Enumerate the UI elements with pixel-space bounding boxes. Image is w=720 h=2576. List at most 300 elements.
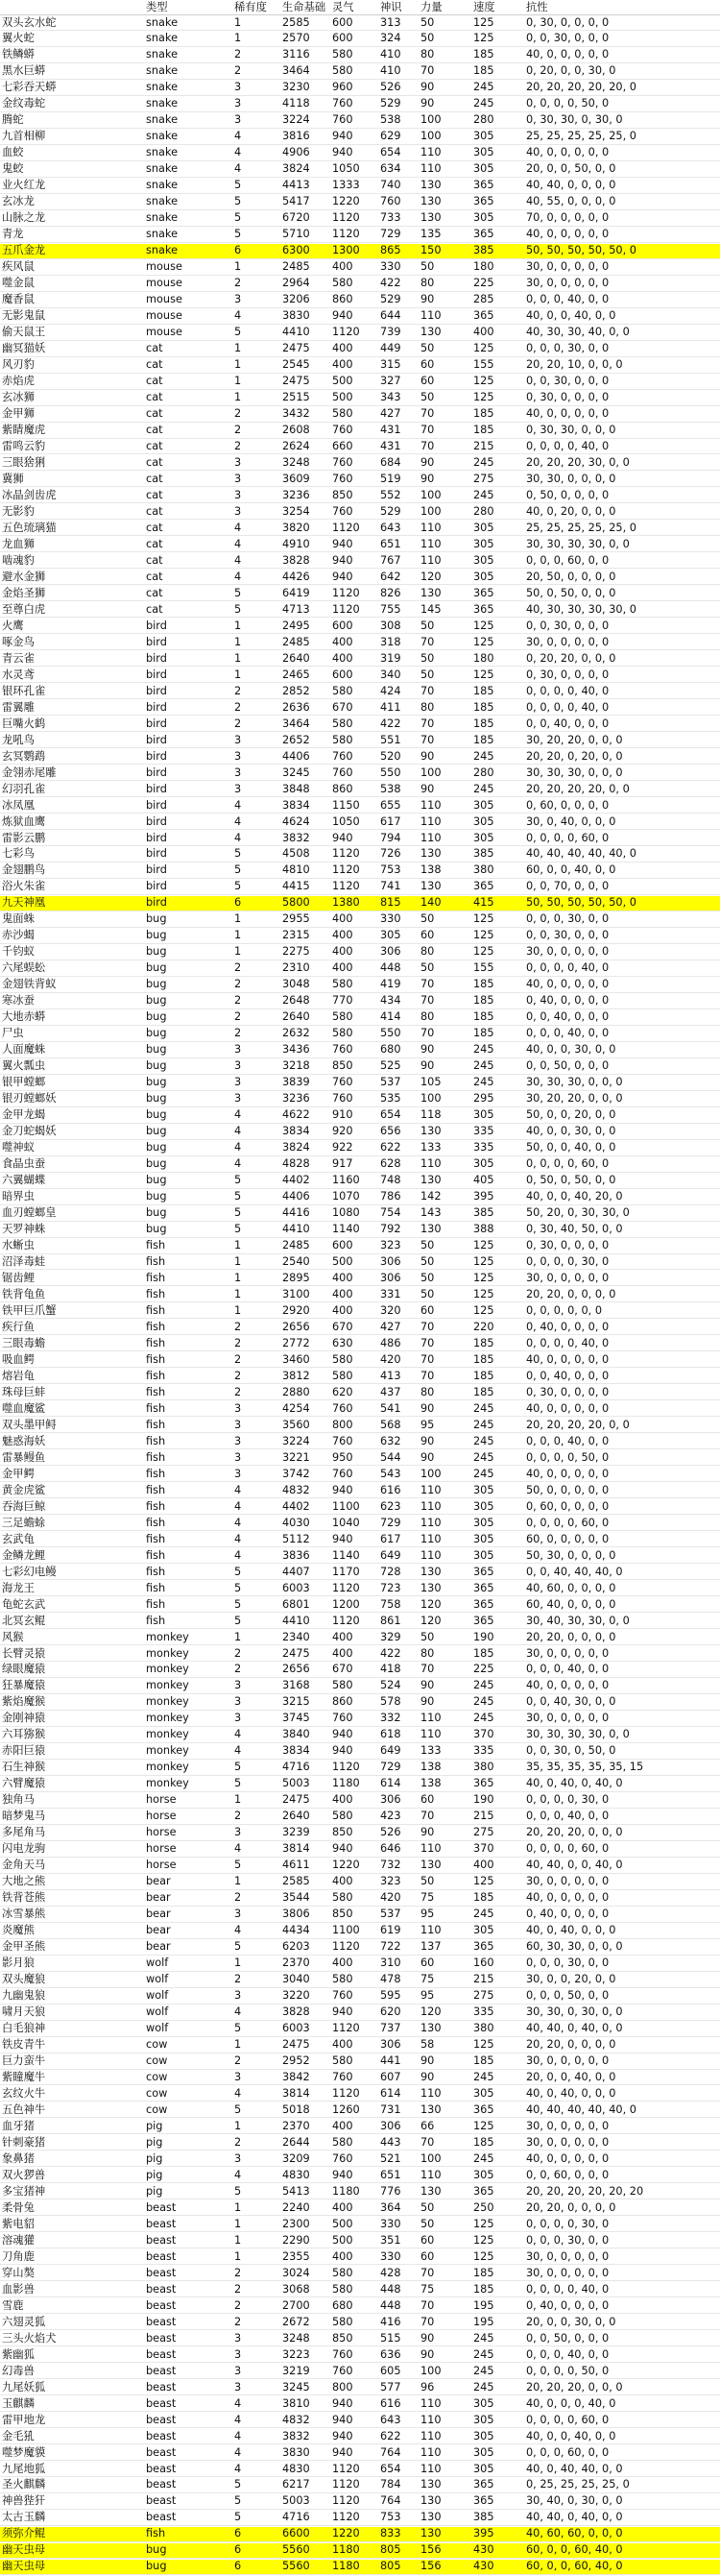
cell-mind[interactable]: 617: [380, 814, 401, 828]
cell-sp[interactable]: 760: [332, 113, 353, 127]
cell-speed[interactable]: 400: [473, 1859, 494, 1872]
cell-speed[interactable]: 365: [473, 195, 494, 208]
table-row[interactable]: [0, 1239, 720, 1254]
table-row[interactable]: [0, 195, 720, 210]
cell-speed[interactable]: 380: [473, 2022, 494, 2035]
cell-power[interactable]: 130: [420, 586, 442, 599]
cell-type[interactable]: cat: [146, 375, 163, 388]
cell-mind[interactable]: 305: [380, 929, 401, 942]
cell-sp[interactable]: 500: [332, 375, 353, 388]
cell-type[interactable]: bug: [146, 1157, 167, 1171]
cell-rarity[interactable]: 4: [234, 831, 242, 844]
cell-sp[interactable]: 760: [332, 504, 353, 518]
table-row[interactable]: [0, 277, 720, 292]
cell-name[interactable]: 巨嘴火鹤: [2, 717, 46, 730]
cell-type[interactable]: bug: [146, 1092, 167, 1106]
cell-rarity[interactable]: 4: [234, 1728, 242, 1741]
cell-power[interactable]: 120: [420, 570, 442, 583]
cell-name[interactable]: 神兽狴犴: [2, 2494, 46, 2508]
cell-mind[interactable]: 525: [380, 1059, 401, 1073]
cell-mind[interactable]: 535: [380, 1092, 401, 1106]
cell-res[interactable]: 40, 0, 0, 0, 0, 0: [526, 1467, 610, 1480]
table-row[interactable]: [0, 537, 720, 552]
cell-hp[interactable]: 3836: [282, 1548, 310, 1562]
cell-res[interactable]: 0, 30, 0, 0, 0, 0: [526, 391, 610, 404]
cell-rarity[interactable]: 2: [234, 1973, 242, 1986]
cell-hp[interactable]: 4406: [282, 749, 310, 763]
cell-rarity[interactable]: 3: [234, 749, 242, 763]
cell-type[interactable]: snake: [146, 32, 179, 45]
cell-type[interactable]: monkey: [146, 1630, 189, 1643]
table-row[interactable]: [0, 863, 720, 879]
table-row[interactable]: [0, 1989, 720, 2005]
cell-type[interactable]: bird: [146, 766, 167, 779]
cell-res[interactable]: 20, 20, 0, 0, 0, 0: [526, 2038, 616, 2052]
table-row[interactable]: [0, 2070, 720, 2085]
cell-mind[interactable]: 623: [380, 1499, 401, 1513]
cell-power[interactable]: 80: [420, 700, 435, 714]
cell-speed[interactable]: 125: [473, 1254, 494, 1268]
cell-hp[interactable]: 2656: [282, 1663, 310, 1676]
table-row[interactable]: [0, 2413, 720, 2428]
cell-res[interactable]: 0, 0, 0, 40, 0, 0: [526, 1810, 610, 1823]
cell-rarity[interactable]: 4: [234, 1532, 242, 1545]
cell-sp[interactable]: 1070: [332, 1190, 360, 1203]
cell-res[interactable]: 0, 0, 0, 40, 0, 0: [526, 1663, 610, 1676]
cell-hp[interactable]: 5018: [282, 2102, 310, 2116]
cell-mind[interactable]: 651: [380, 537, 401, 550]
cell-speed[interactable]: 365: [473, 602, 494, 616]
cell-speed[interactable]: 125: [473, 619, 494, 632]
cell-mind[interactable]: 784: [380, 2478, 401, 2491]
cell-res[interactable]: 50, 30, 0, 0, 0, 0: [526, 1548, 616, 1562]
cell-hp[interactable]: 3116: [282, 48, 310, 61]
cell-rarity[interactable]: 2: [234, 424, 242, 436]
cell-power[interactable]: 133: [420, 1744, 442, 1758]
cell-sp[interactable]: 400: [332, 342, 353, 355]
cell-speed[interactable]: 245: [473, 1712, 494, 1725]
cell-res[interactable]: 0, 0, 0, 0, 40, 0: [526, 684, 610, 697]
cell-hp[interactable]: 3248: [282, 2331, 310, 2345]
cell-res[interactable]: 50, 0, 0, 0, 0, 0: [526, 1483, 610, 1496]
cell-speed[interactable]: 365: [473, 1940, 494, 1954]
cell-type[interactable]: beast: [146, 2429, 177, 2442]
cell-res[interactable]: 25, 25, 25, 25, 25, 0: [526, 130, 636, 143]
cell-speed[interactable]: 280: [473, 504, 494, 518]
cell-power[interactable]: 130: [420, 2102, 442, 2116]
cell-type[interactable]: snake: [146, 15, 179, 29]
cell-power[interactable]: 90: [420, 2054, 435, 2067]
cell-hp[interactable]: 4810: [282, 863, 310, 877]
cell-hp[interactable]: 3040: [282, 1973, 310, 1986]
cell-mind[interactable]: 526: [380, 1826, 401, 1839]
cell-speed[interactable]: 245: [473, 1059, 494, 1073]
cell-hp[interactable]: 2475: [282, 1646, 310, 1660]
cell-type[interactable]: cat: [146, 407, 163, 421]
cell-speed[interactable]: 245: [473, 2380, 494, 2394]
cell-type[interactable]: horse: [146, 1842, 177, 1856]
header-power[interactable]: 力量: [420, 0, 443, 13]
cell-speed[interactable]: 125: [473, 1271, 494, 1284]
cell-sp[interactable]: 600: [332, 619, 353, 632]
cell-type[interactable]: bug: [146, 1059, 167, 1073]
cell-speed[interactable]: 305: [473, 2445, 494, 2459]
cell-sp[interactable]: 917: [332, 1157, 353, 1171]
cell-sp[interactable]: 760: [332, 1712, 353, 1725]
cell-sp[interactable]: 940: [332, 1728, 353, 1741]
cell-res[interactable]: 20, 20, 0, 0, 0, 0: [526, 1630, 616, 1643]
table-row[interactable]: [0, 1548, 720, 1564]
cell-sp[interactable]: 940: [332, 2429, 353, 2442]
cell-power[interactable]: 110: [420, 1924, 442, 1937]
cell-name[interactable]: 九尾妖狐: [2, 2380, 46, 2394]
cell-speed[interactable]: 365: [473, 228, 494, 241]
cell-type[interactable]: bug: [146, 1223, 167, 1236]
cell-sp[interactable]: 1120: [332, 863, 360, 877]
table-row[interactable]: [0, 48, 720, 63]
cell-sp[interactable]: 400: [332, 1875, 353, 1888]
cell-hp[interactable]: 3436: [282, 1043, 310, 1057]
cell-hp[interactable]: 6419: [282, 586, 310, 599]
table-row[interactable]: [0, 945, 720, 960]
cell-res[interactable]: 30, 0, 0, 0, 0, 0: [526, 2266, 610, 2279]
cell-speed[interactable]: 125: [473, 635, 494, 648]
cell-speed[interactable]: 125: [473, 15, 494, 29]
cell-type[interactable]: bird: [146, 814, 167, 828]
cell-mind[interactable]: 620: [380, 2005, 401, 2019]
cell-hp[interactable]: 4426: [282, 570, 310, 583]
cell-name[interactable]: 长臂灵猿: [2, 1646, 46, 1660]
cell-type[interactable]: bird: [146, 896, 167, 910]
cell-name[interactable]: 雷影云鹏: [2, 831, 46, 844]
cell-rarity[interactable]: 2: [234, 1369, 242, 1382]
cell-type[interactable]: bug: [146, 2543, 167, 2557]
cell-mind[interactable]: 543: [380, 1467, 401, 1480]
cell-type[interactable]: bug: [146, 1043, 167, 1057]
cell-rarity[interactable]: 2: [234, 407, 242, 421]
cell-type[interactable]: pig: [146, 2135, 163, 2149]
cell-speed[interactable]: 305: [473, 2396, 494, 2410]
cell-power[interactable]: 90: [420, 782, 435, 795]
cell-sp[interactable]: 760: [332, 749, 353, 763]
cell-mind[interactable]: 331: [380, 1287, 401, 1300]
cell-power[interactable]: 80: [420, 48, 435, 61]
cell-speed[interactable]: 125: [473, 1239, 494, 1252]
cell-power[interactable]: 100: [420, 2364, 442, 2377]
cell-mind[interactable]: 441: [380, 2054, 401, 2067]
cell-name[interactable]: 银刃螳螂妖: [2, 1092, 57, 1106]
cell-res[interactable]: 0, 0, 0, 0, 60, 0: [526, 831, 610, 844]
cell-res[interactable]: 0, 0, 0, 0, 60, 0: [526, 1157, 610, 1171]
cell-type[interactable]: fish: [146, 1352, 166, 1366]
cell-speed[interactable]: 215: [473, 439, 494, 452]
cell-hp[interactable]: 2570: [282, 32, 310, 45]
table-row[interactable]: [0, 81, 720, 96]
cell-speed[interactable]: 245: [473, 1679, 494, 1692]
cell-hp[interactable]: 2545: [282, 358, 310, 372]
cell-type[interactable]: monkey: [146, 1663, 189, 1676]
cell-hp[interactable]: 3464: [282, 717, 310, 730]
cell-mind[interactable]: 538: [380, 113, 401, 127]
cell-power[interactable]: 138: [420, 863, 442, 877]
cell-power[interactable]: 130: [420, 2022, 442, 2035]
cell-name[interactable]: 太古玉麟: [2, 2511, 46, 2524]
cell-type[interactable]: bird: [146, 651, 167, 665]
cell-hp[interactable]: 2656: [282, 1320, 310, 1333]
cell-name[interactable]: 玄武龟: [2, 1532, 35, 1545]
cell-hp[interactable]: 2515: [282, 391, 310, 404]
cell-hp[interactable]: 3816: [282, 130, 310, 143]
cell-speed[interactable]: 185: [473, 424, 494, 436]
cell-name[interactable]: 业火红龙: [2, 179, 46, 192]
cell-res[interactable]: 50, 0, 0, 20, 0, 0: [526, 1108, 616, 1122]
cell-sp[interactable]: 580: [332, 1679, 353, 1692]
cell-sp[interactable]: 670: [332, 1663, 353, 1676]
cell-sp[interactable]: 630: [332, 1336, 353, 1349]
cell-power[interactable]: 130: [420, 2478, 442, 2491]
cell-speed[interactable]: 415: [473, 896, 494, 910]
cell-rarity[interactable]: 1: [234, 1793, 242, 1807]
cell-sp[interactable]: 760: [332, 766, 353, 779]
cell-speed[interactable]: 370: [473, 1842, 494, 1856]
cell-type[interactable]: fish: [146, 1418, 166, 1431]
cell-mind[interactable]: 758: [380, 1597, 401, 1611]
cell-res[interactable]: 20, 20, 20, 20, 0, 0: [526, 782, 630, 795]
cell-mind[interactable]: 833: [380, 2527, 401, 2540]
table-row[interactable]: [0, 766, 720, 781]
cell-res[interactable]: 50, 50, 50, 50, 50, 0: [526, 896, 636, 910]
cell-type[interactable]: horse: [146, 1810, 177, 1823]
cell-sp[interactable]: 1300: [332, 244, 360, 257]
cell-hp[interactable]: 2355: [282, 2249, 310, 2263]
header-mind[interactable]: 神识: [380, 0, 402, 13]
cell-res[interactable]: 0, 0, 40, 0, 0, 0: [526, 717, 610, 730]
cell-hp[interactable]: 4832: [282, 1483, 310, 1496]
cell-mind[interactable]: 815: [380, 896, 401, 910]
table-row[interactable]: [0, 342, 720, 357]
table-row[interactable]: [0, 326, 720, 341]
cell-power[interactable]: 110: [420, 1728, 442, 1741]
cell-mind[interactable]: 422: [380, 277, 401, 290]
cell-power[interactable]: 80: [420, 1646, 435, 1660]
cell-power[interactable]: 110: [420, 2086, 442, 2100]
cell-power[interactable]: 130: [420, 2184, 442, 2198]
cell-mind[interactable]: 655: [380, 798, 401, 812]
cell-type[interactable]: bug: [146, 1108, 167, 1122]
cell-power[interactable]: 90: [420, 1695, 435, 1709]
cell-power[interactable]: 75: [420, 2282, 435, 2296]
cell-sp[interactable]: 940: [332, 309, 353, 323]
cell-power[interactable]: 130: [420, 847, 442, 861]
cell-rarity[interactable]: 2: [234, 961, 242, 975]
cell-power[interactable]: 80: [420, 1385, 435, 1398]
cell-rarity[interactable]: 4: [234, 146, 242, 159]
cell-speed[interactable]: 185: [473, 1646, 494, 1660]
cell-name[interactable]: 金翅鹏鸟: [2, 863, 46, 877]
cell-res[interactable]: 30, 0, 0, 0, 0, 0: [526, 260, 610, 274]
cell-power[interactable]: 60: [420, 2249, 435, 2263]
cell-name[interactable]: 银环孔雀: [2, 684, 46, 697]
cell-name[interactable]: 玄冥鹦鹉: [2, 749, 46, 763]
table-row[interactable]: [0, 1891, 720, 1907]
cell-sp[interactable]: 1120: [332, 880, 360, 893]
cell-sp[interactable]: 940: [332, 1532, 353, 1545]
cell-rarity[interactable]: 4: [234, 814, 242, 828]
cell-speed[interactable]: 305: [473, 2429, 494, 2442]
cell-name[interactable]: 炼狱血鹰: [2, 814, 46, 828]
cell-speed[interactable]: 250: [473, 2200, 494, 2214]
cell-res[interactable]: 0, 0, 0, 0, 40, 0: [526, 439, 610, 452]
cell-name[interactable]: 黑水巨蟒: [2, 64, 46, 78]
cell-mind[interactable]: 323: [380, 1239, 401, 1252]
cell-res[interactable]: 60, 0, 0, 60, 40, 0: [526, 2543, 623, 2557]
cell-type[interactable]: wolf: [146, 1973, 169, 1986]
cell-hp[interactable]: 3230: [282, 81, 310, 94]
cell-rarity[interactable]: 2: [234, 1646, 242, 1660]
table-row[interactable]: [0, 309, 720, 325]
cell-name[interactable]: 幽天虫母: [2, 2543, 46, 2557]
cell-hp[interactable]: 5413: [282, 2184, 310, 2198]
cell-res[interactable]: 0, 0, 0, 0, 30, 0: [526, 1793, 610, 1807]
cell-mind[interactable]: 551: [380, 733, 401, 746]
cell-sp[interactable]: 760: [332, 2347, 353, 2361]
cell-mind[interactable]: 753: [380, 863, 401, 877]
cell-sp[interactable]: 1260: [332, 2102, 360, 2116]
cell-type[interactable]: fish: [146, 1597, 166, 1611]
cell-hp[interactable]: 3814: [282, 2086, 310, 2100]
cell-mind[interactable]: 619: [380, 1924, 401, 1937]
table-row[interactable]: [0, 2119, 720, 2134]
cell-speed[interactable]: 185: [473, 2266, 494, 2279]
cell-type[interactable]: cow: [146, 2102, 168, 2116]
cell-power[interactable]: 110: [420, 814, 442, 828]
cell-power[interactable]: 70: [420, 1369, 435, 1382]
cell-sp[interactable]: 580: [332, 684, 353, 697]
cell-name[interactable]: 金刀蛇蝎妖: [2, 1125, 57, 1138]
cell-sp[interactable]: 400: [332, 1646, 353, 1660]
cell-rarity[interactable]: 3: [234, 2331, 242, 2345]
cell-hp[interactable]: 3832: [282, 2429, 310, 2442]
cell-rarity[interactable]: 6: [234, 2560, 242, 2573]
cell-hp[interactable]: 3068: [282, 2282, 310, 2296]
cell-type[interactable]: mouse: [146, 260, 182, 274]
cell-mind[interactable]: 636: [380, 2347, 401, 2361]
cell-mind[interactable]: 595: [380, 1989, 401, 2003]
cell-mind[interactable]: 577: [380, 2380, 401, 2394]
cell-type[interactable]: bug: [146, 1010, 167, 1024]
cell-name[interactable]: 天罗神蛛: [2, 1223, 46, 1236]
cell-rarity[interactable]: 6: [234, 2527, 242, 2540]
cell-rarity[interactable]: 4: [234, 1499, 242, 1513]
table-row[interactable]: [0, 1223, 720, 1238]
cell-res[interactable]: 20, 20, 20, 20, 20, 20: [526, 2184, 644, 2198]
cell-power[interactable]: 90: [420, 293, 435, 306]
table-row[interactable]: [0, 179, 720, 194]
cell-type[interactable]: beast: [146, 2298, 177, 2312]
cell-type[interactable]: fish: [146, 1303, 166, 1317]
cell-hp[interactable]: 5112: [282, 1532, 310, 1545]
table-row[interactable]: [0, 2380, 720, 2395]
cell-res[interactable]: 0, 0, 30, 0, 0, 0: [526, 929, 610, 942]
cell-res[interactable]: 40, 40, 0, 40, 0, 0: [526, 2022, 623, 2035]
cell-type[interactable]: beast: [146, 2494, 177, 2508]
cell-type[interactable]: bug: [146, 1076, 167, 1089]
table-row[interactable]: [0, 2478, 720, 2493]
cell-name[interactable]: 尸虫: [2, 1027, 24, 1040]
cell-type[interactable]: bird: [146, 880, 167, 893]
cell-rarity[interactable]: 3: [234, 1434, 242, 1447]
cell-rarity[interactable]: 5: [234, 1190, 242, 1203]
cell-speed[interactable]: 245: [473, 2347, 494, 2361]
cell-rarity[interactable]: 3: [234, 1076, 242, 1089]
cell-sp[interactable]: 760: [332, 97, 353, 110]
cell-power[interactable]: 156: [420, 2543, 442, 2557]
cell-sp[interactable]: 1333: [332, 179, 360, 192]
cell-power[interactable]: 50: [420, 619, 435, 632]
cell-power[interactable]: 90: [420, 2347, 435, 2361]
cell-rarity[interactable]: 1: [234, 1287, 242, 1300]
cell-speed[interactable]: 430: [473, 2560, 494, 2573]
cell-mind[interactable]: 618: [380, 1728, 401, 1741]
cell-name[interactable]: 赤焰虎: [2, 375, 35, 388]
cell-type[interactable]: horse: [146, 1793, 177, 1807]
cell-type[interactable]: cat: [146, 586, 163, 599]
cell-hp[interactable]: 5560: [282, 2543, 310, 2557]
cell-res[interactable]: 0, 0, 0, 0, 40, 0: [526, 961, 610, 975]
cell-rarity[interactable]: 1: [234, 651, 242, 665]
cell-name[interactable]: 五色琉璃猫: [2, 521, 57, 534]
cell-hp[interactable]: 3206: [282, 293, 310, 306]
cell-power[interactable]: 70: [420, 978, 435, 991]
cell-res[interactable]: 0, 30, 0, 0, 0, 0: [526, 668, 610, 681]
cell-speed[interactable]: 275: [473, 472, 494, 485]
cell-hp[interactable]: 6217: [282, 2478, 310, 2491]
cell-power[interactable]: 110: [420, 2168, 442, 2181]
cell-type[interactable]: bug: [146, 929, 167, 942]
cell-res[interactable]: 40, 40, 40, 40, 40, 0: [526, 847, 636, 861]
cell-hp[interactable]: 3048: [282, 978, 310, 991]
cell-sp[interactable]: 670: [332, 1320, 353, 1333]
cell-res[interactable]: 35, 35, 35, 35, 35, 15: [526, 1761, 644, 1774]
cell-name[interactable]: 魔香鼠: [2, 293, 35, 306]
cell-hp[interactable]: 5417: [282, 195, 310, 208]
table-row[interactable]: [0, 1483, 720, 1498]
cell-rarity[interactable]: 1: [234, 342, 242, 355]
cell-sp[interactable]: 760: [332, 1434, 353, 1447]
cell-mind[interactable]: 767: [380, 553, 401, 567]
cell-speed[interactable]: 305: [473, 1483, 494, 1496]
cell-name[interactable]: 玄冰龙: [2, 195, 35, 208]
cell-res[interactable]: 0, 0, 0, 0, 50, 0: [526, 2364, 610, 2377]
cell-name[interactable]: 珠母巨蚌: [2, 1385, 46, 1398]
cell-type[interactable]: cat: [146, 439, 163, 452]
cell-mind[interactable]: 324: [380, 32, 401, 45]
cell-name[interactable]: 多尾角马: [2, 1826, 46, 1839]
cell-sp[interactable]: 1050: [332, 814, 360, 828]
cell-rarity[interactable]: 5: [234, 1940, 242, 1954]
cell-res[interactable]: 0, 0, 0, 0, 60, 0: [526, 2413, 610, 2426]
cell-sp[interactable]: 1120: [332, 1581, 360, 1594]
table-row[interactable]: [0, 798, 720, 814]
cell-hp[interactable]: 3224: [282, 113, 310, 127]
cell-sp[interactable]: 1040: [332, 1516, 360, 1529]
cell-sp[interactable]: 940: [332, 553, 353, 567]
table-row[interactable]: [0, 1614, 720, 1629]
cell-sp[interactable]: 760: [332, 472, 353, 485]
cell-hp[interactable]: 3842: [282, 2070, 310, 2083]
cell-type[interactable]: pig: [146, 2151, 163, 2165]
cell-sp[interactable]: 1170: [332, 1565, 360, 1578]
